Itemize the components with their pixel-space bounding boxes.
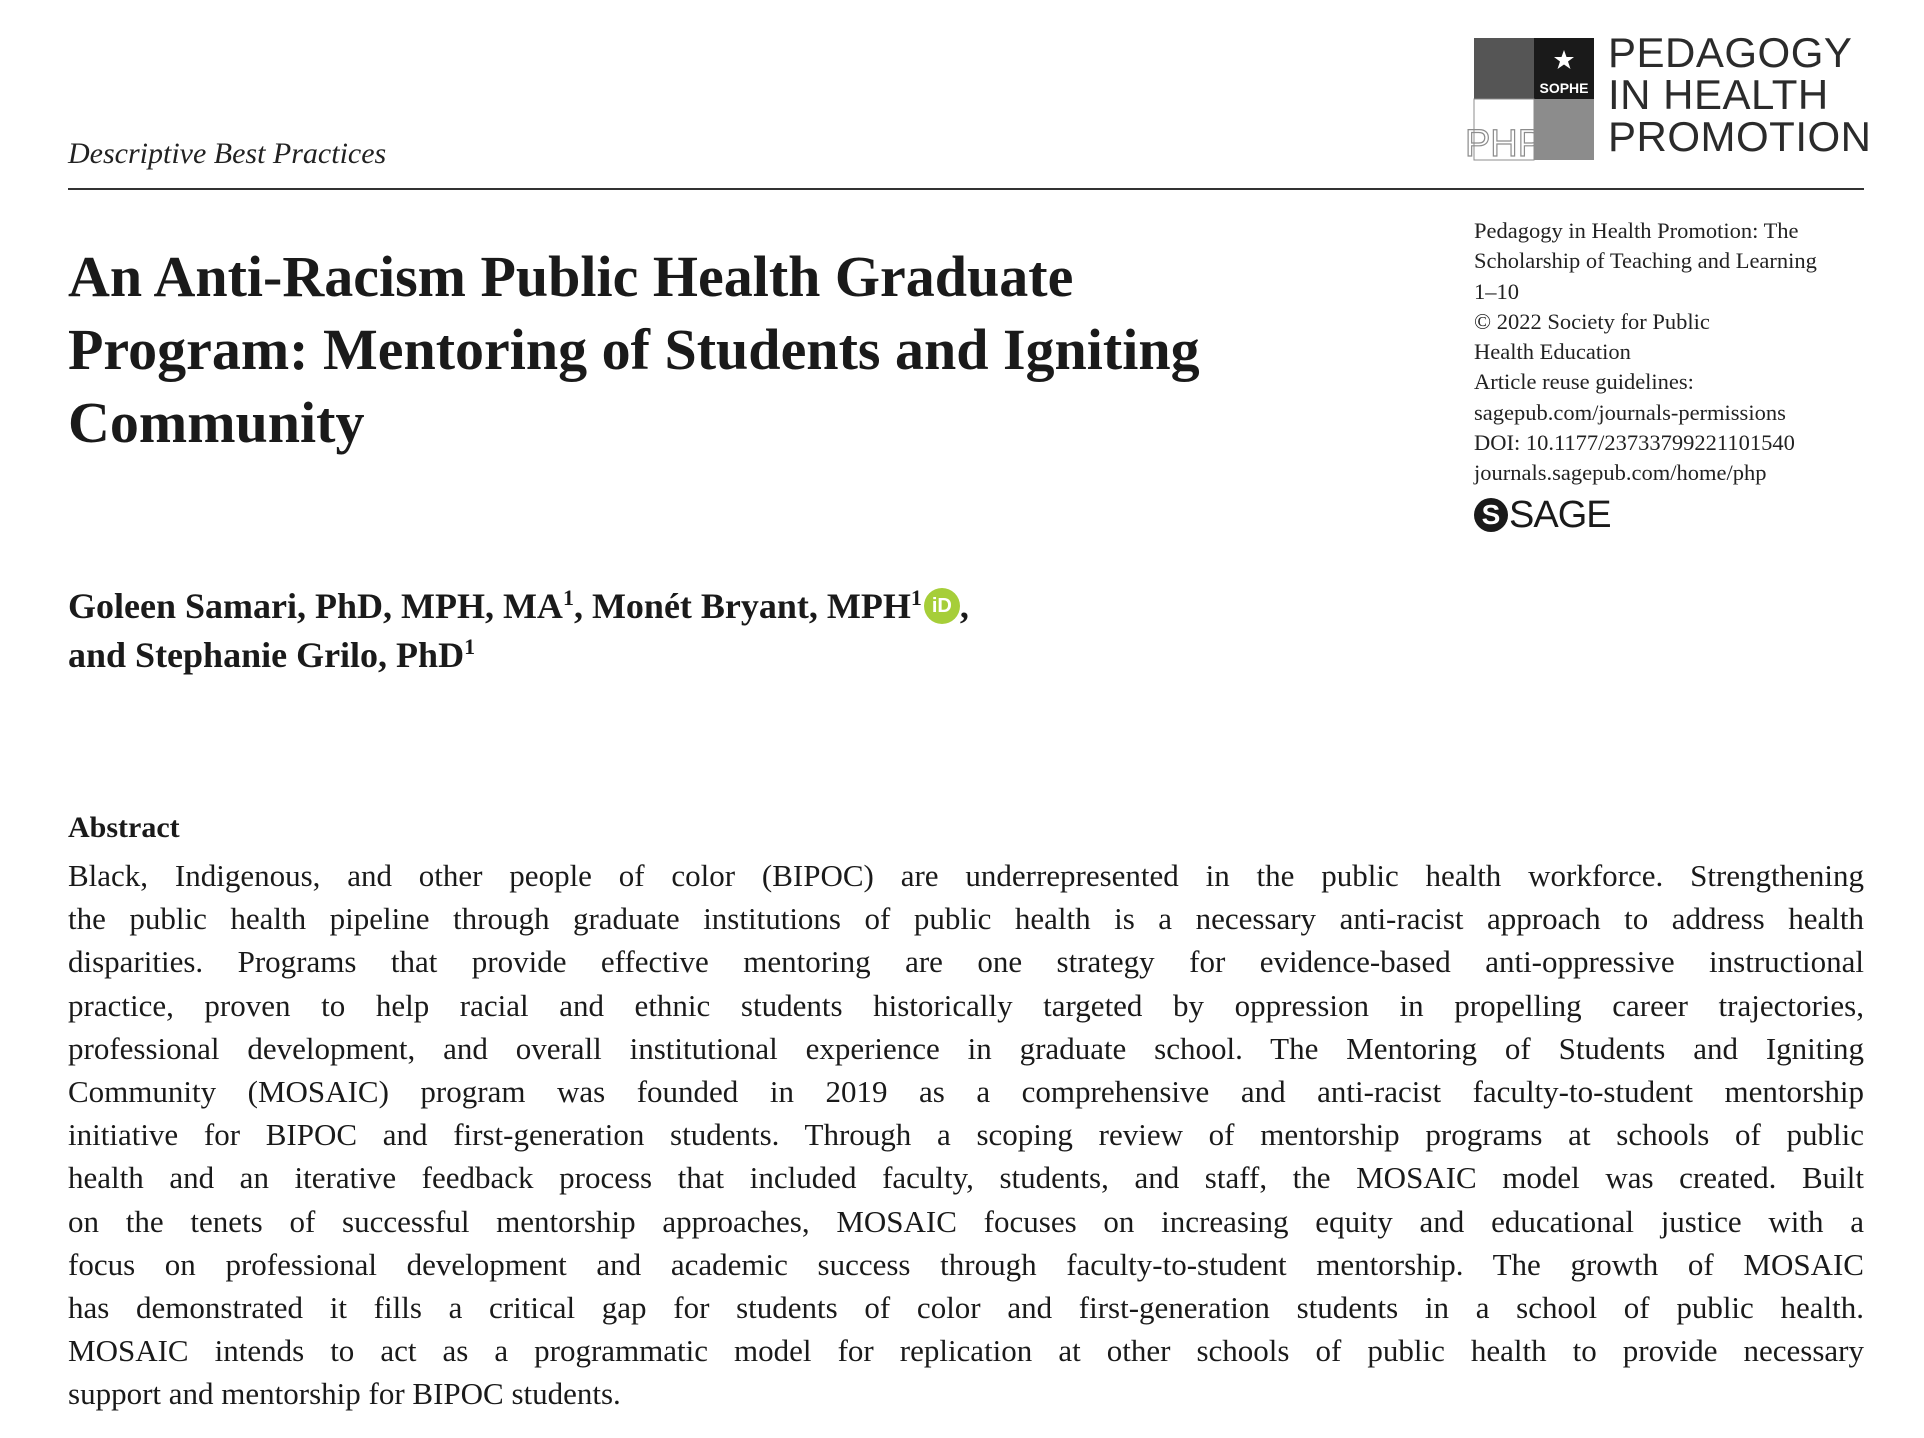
- abstract-line: initiative for BIPOC and first-generation students. Through a scoping review of mentorship programs at schools of public: [68, 1117, 1864, 1153]
- author-separator: ,: [573, 586, 592, 626]
- sage-mark-icon: S: [1474, 498, 1508, 532]
- abstract-line: Community (MOSAIC) program was founded in 2019 as a comprehensive and anti-racist faculty-to-student mentorship: [68, 1074, 1864, 1110]
- logo-block-dark: [1474, 38, 1534, 99]
- meta-copyright: © 2022 Society for Public: [1474, 308, 1710, 334]
- affiliation-marker: 1: [464, 634, 476, 659]
- permissions-link[interactable]: sagepub.com/journals-permissions: [1474, 399, 1786, 425]
- abstract-line: practice, proven to help racial and ethnic students historically targeted by oppression in propelling career trajectories,: [68, 987, 1864, 1023]
- section-label: Descriptive Best Practices: [68, 137, 387, 170]
- meta-pages: 1–10: [1474, 278, 1519, 304]
- logo-line: PROMOTION: [1608, 113, 1872, 160]
- abstract-line: professional development, and overall institutional experience in graduate school. The Mentoring of Students and Igniting: [68, 1030, 1864, 1066]
- abstract-line: Black, Indigenous, and other people of color (BIPOC) are underrepresented in the public health workforce. Strengthening: [68, 858, 1864, 893]
- meta-line: Pedagogy in Health Promotion: The: [1474, 218, 1799, 243]
- abstract-line: focus on professional development and academic success through faculty-to-student mentorship. The growth of MOSAIC: [68, 1246, 1864, 1282]
- abstract-line: disparities. Programs that provide effective mentoring are one strategy for evidence-based anti-oppressive instructional: [68, 944, 1864, 980]
- logo-badge-text: SOPHE: [1539, 80, 1589, 96]
- article-title: An Anti-Racism Public Health Graduate Program: Mentoring of Students and Igniting Community: [68, 244, 1200, 455]
- sage-logo: [1474, 494, 1611, 536]
- journal-logo-wordmark: [1608, 29, 1872, 160]
- logo-initials-text: PHP: [1464, 123, 1544, 165]
- author-list: [68, 582, 1228, 680]
- abstract-body: [68, 854, 1864, 1416]
- meta-line: Health Education: [1474, 339, 1631, 365]
- journal-meta: [1474, 216, 1874, 489]
- author-separator: ,: [959, 586, 969, 626]
- affiliation-marker: 1: [562, 585, 574, 610]
- author-name: and Stephanie Grilo, PhD: [68, 635, 465, 675]
- abstract-line: has demonstrated it fills a critical gap for students of color and first-generation students in a school of public health.: [68, 1290, 1864, 1326]
- orcid-icon[interactable]: iD: [924, 588, 960, 624]
- author-name: Monét Bryant, MPH: [591, 586, 911, 626]
- abstract-heading: Abstract: [68, 811, 180, 844]
- abstract-line: on the tenets of successful mentorship approaches, MOSAIC focuses on increasing equity and educational justice with a: [68, 1203, 1864, 1239]
- author-name: Goleen Samari, PhD, MPH, MA: [68, 586, 563, 626]
- abstract-line: MOSAIC intends to act as a programmatic model for replication at other schools of public health to provide necessary: [68, 1333, 1864, 1369]
- abstract-line: the public health pipeline through graduate institutions of public health is a necessary anti-racist approach to address health: [68, 901, 1864, 937]
- doi-link[interactable]: DOI: 10.1177/23733799221101540: [1474, 430, 1795, 456]
- logo-line: IN HEALTH: [1608, 71, 1829, 118]
- affiliation-marker: 1: [910, 585, 922, 610]
- abstract-line: support and mentorship for BIPOC students.: [68, 1376, 621, 1412]
- meta-line: Scholarship of Teaching and Learning: [1474, 248, 1817, 274]
- meta-line: Article reuse guidelines:: [1474, 369, 1694, 395]
- journal-logo-icon: [1464, 38, 1594, 165]
- header-rule: [68, 188, 1864, 190]
- sage-wordmark: SAGE: [1509, 494, 1611, 536]
- journal-home-link[interactable]: journals.sagepub.com/home/php: [1474, 460, 1767, 486]
- abstract-line: health and an iterative feedback process that included faculty, students, and staff, the MOSAIC model was created. Built: [68, 1160, 1864, 1196]
- logo-line: PEDAGOGY: [1608, 29, 1853, 76]
